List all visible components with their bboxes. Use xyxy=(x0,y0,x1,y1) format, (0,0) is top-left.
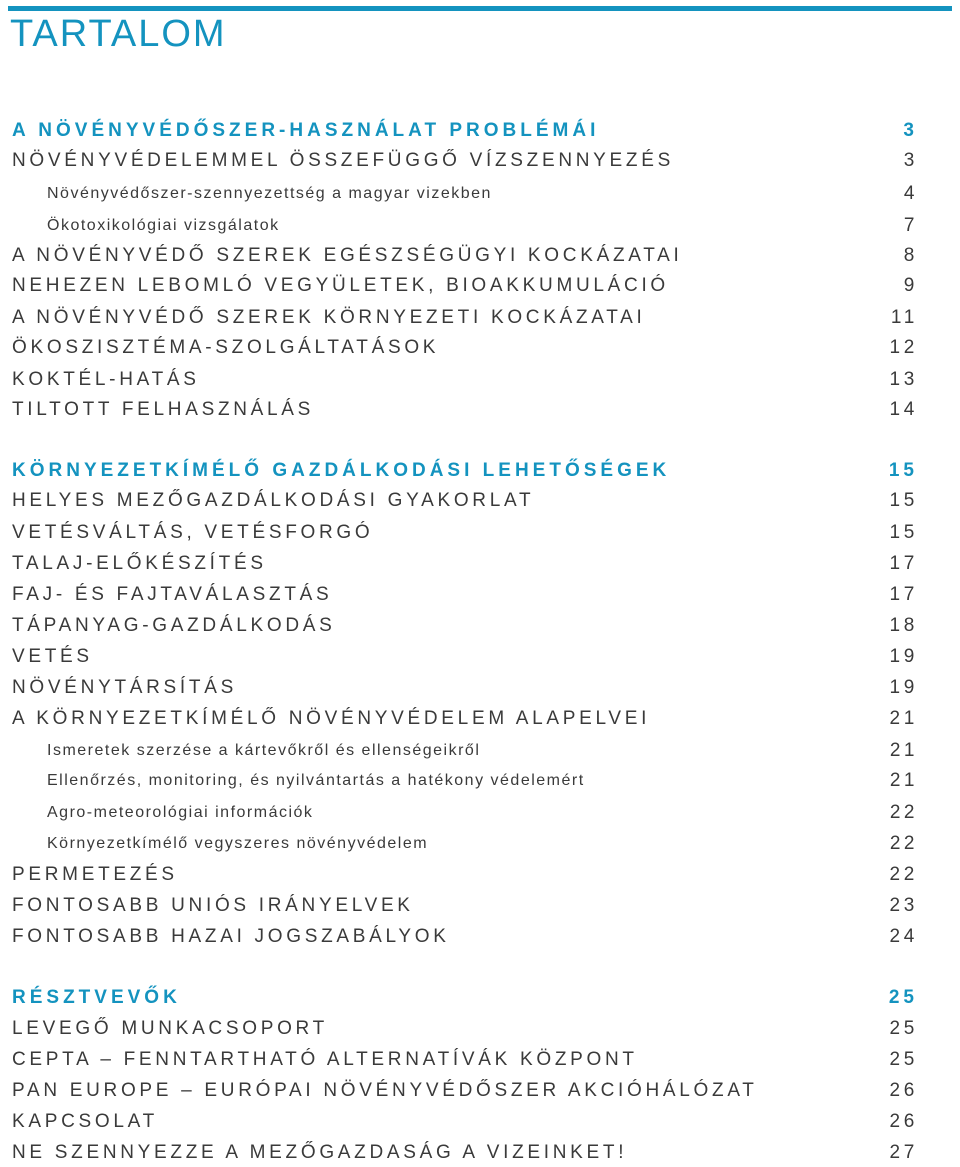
toc-entry[interactable] xyxy=(12,581,918,609)
toc-entry[interactable] xyxy=(12,861,918,889)
toc-entry-label: NEHEZEN LEBOMLÓ VEGYÜLETEK, BIOAKKUMULÁCIÓ xyxy=(12,275,669,296)
toc-entry-label: Ismeretek szerzése a kártevőkről és ellenségeikről xyxy=(47,742,481,759)
toc-entry-page-number: 23 xyxy=(889,895,918,916)
toc-entry-page-number: 15 xyxy=(888,460,918,481)
toc-entry[interactable] xyxy=(12,366,918,394)
toc-entry[interactable] xyxy=(12,705,918,733)
toc-entry[interactable] xyxy=(12,1015,918,1043)
toc-entry[interactable] xyxy=(12,737,918,765)
toc-entry-label: RÉSZTVEVŐK xyxy=(12,987,181,1008)
toc-entry-label: A KÖRNYEZETKÍMÉLŐ NÖVÉNYVÉDELEM ALAPELVEI xyxy=(12,708,651,729)
toc-entry-label: ÖKOSZISZTÉMA-SZOLGÁLTATÁSOK xyxy=(12,337,440,358)
toc-entry[interactable] xyxy=(12,180,918,208)
toc-entry-page-number: 3 xyxy=(903,150,918,171)
toc-entry-page-number: 11 xyxy=(890,307,918,328)
toc-entry-label: KÖRNYEZETKÍMÉLŐ GAZDÁLKODÁSI LEHETŐSÉGEK xyxy=(12,460,671,481)
toc-entry[interactable] xyxy=(12,1046,918,1074)
toc-entry-label: TALAJ-ELŐKÉSZÍTÉS xyxy=(12,553,267,574)
toc-entry-page-number: 17 xyxy=(889,553,918,574)
toc-entry-page-number: 22 xyxy=(889,802,918,823)
toc-entry-page-number: 22 xyxy=(889,833,918,854)
toc-entry-label: A NÖVÉNYVÉDŐSZER-HASZNÁLAT PROBLÉMÁI xyxy=(12,120,600,141)
toc-entry[interactable] xyxy=(12,550,918,578)
toc-entry-page-number: 15 xyxy=(889,490,918,511)
toc-entry-page-number: 9 xyxy=(903,275,918,296)
toc-entry-label: PERMETEZÉS xyxy=(12,864,178,885)
toc-entry[interactable] xyxy=(12,984,918,1012)
toc-entry-label: KAPCSOLAT xyxy=(12,1111,158,1132)
toc-entry[interactable] xyxy=(12,396,918,424)
toc-entry-page-number: 12 xyxy=(889,337,918,358)
toc-entry-label: A NÖVÉNYVÉDŐ SZEREK KÖRNYEZETI KOCKÁZATAI xyxy=(12,307,646,328)
toc-entry[interactable] xyxy=(12,242,918,270)
toc-entry-page-number: 21 xyxy=(889,708,918,729)
toc-entry-label: TÁPANYAG-GAZDÁLKODÁS xyxy=(12,615,336,636)
toc-entry-label: LEVEGŐ MUNKACSOPORT xyxy=(12,1018,328,1039)
toc-entry-label: NÖVÉNYTÁRSÍTÁS xyxy=(12,677,237,698)
toc-entry[interactable] xyxy=(12,147,918,175)
toc-entry-page-number: 26 xyxy=(889,1080,918,1101)
toc-entry-label: KOKTÉL-HATÁS xyxy=(12,369,200,390)
toc-entry-page-number: 21 xyxy=(889,770,918,791)
toc-entry-label: NÖVÉNYVÉDELEMMEL ÖSSZEFÜGGŐ VÍZSZENNYEZÉS xyxy=(12,150,674,171)
toc-entry-label: CEPTA – FENNTARTHATÓ ALTERNATÍVÁK KÖZPONT xyxy=(12,1049,638,1070)
toc-entry-label: PAN EUROPE – EURÓPAI NÖVÉNYVÉDŐSZER AKCIÓHÁLÓZAT xyxy=(12,1080,758,1101)
toc-entry-label: Növényvédőszer-szennyezettség a magyar vizekben xyxy=(47,185,492,202)
toc-entry-page-number: 17 xyxy=(889,584,918,605)
toc-entry-page-number: 25 xyxy=(888,987,918,1008)
toc-entry-label: Agro-meteorológiai információk xyxy=(47,804,314,821)
toc-entry-page-number: 21 xyxy=(889,740,918,761)
toc-entry[interactable] xyxy=(12,304,918,332)
toc-entry[interactable] xyxy=(12,674,918,702)
toc-entry[interactable] xyxy=(12,830,918,858)
toc-entry[interactable] xyxy=(12,1139,918,1167)
toc-entry-page-number: 15 xyxy=(889,522,918,543)
toc-entry-label: A NÖVÉNYVÉDŐ SZEREK EGÉSZSÉGÜGYI KOCKÁZATAI xyxy=(12,245,683,266)
toc-entry-label: Ökotoxikológiai vizsgálatok xyxy=(47,217,280,234)
toc-entry[interactable] xyxy=(12,212,918,240)
toc-entry[interactable] xyxy=(12,643,918,671)
toc-entry-page-number: 8 xyxy=(903,245,918,266)
toc-entry[interactable] xyxy=(12,923,918,951)
toc-entry-page-number: 18 xyxy=(889,615,918,636)
toc-entry-page-number: 26 xyxy=(889,1111,918,1132)
toc-entry[interactable] xyxy=(12,1108,918,1136)
toc-entry-page-number: 4 xyxy=(903,183,918,204)
toc-entry[interactable] xyxy=(12,334,918,362)
toc-entry[interactable] xyxy=(12,457,918,485)
toc-entry-label: NE SZENNYEZZE A MEZŐGAZDASÁG A VIZEINKET! xyxy=(12,1142,628,1163)
toc-entry-label: Ellenőrzés, monitoring, és nyilvántartás a hatékony védelemért xyxy=(47,772,585,789)
toc-entry-page-number: 13 xyxy=(889,369,918,390)
page-title: TARTALOM xyxy=(10,13,227,55)
toc-entry-page-number: 25 xyxy=(889,1018,918,1039)
toc-entry-page-number: 22 xyxy=(889,864,918,885)
toc-entry-page-number: 14 xyxy=(889,399,918,420)
toc-entry-label: FONTOSABB HAZAI JOGSZABÁLYOK xyxy=(12,926,450,947)
toc-entry-page-number: 25 xyxy=(889,1049,918,1070)
toc-entry[interactable] xyxy=(12,487,918,515)
toc-entry-label: VETÉSVÁLTÁS, VETÉSFORGÓ xyxy=(12,522,374,543)
toc-entry-label: HELYES MEZŐGAZDÁLKODÁSI GYAKORLAT xyxy=(12,490,535,511)
toc-entry-page-number: 27 xyxy=(889,1142,918,1163)
toc-entry[interactable] xyxy=(12,892,918,920)
toc-entry-label: FAJ- ÉS FAJTAVÁLASZTÁS xyxy=(12,584,333,605)
toc-entry[interactable] xyxy=(12,767,918,795)
toc-entry-page-number: 19 xyxy=(889,677,918,698)
toc-entry-page-number: 7 xyxy=(903,215,918,236)
toc-entry[interactable] xyxy=(12,117,918,145)
toc-entry[interactable] xyxy=(12,272,918,300)
toc-entry-label: FONTOSABB UNIÓS IRÁNYELVEK xyxy=(12,895,414,916)
toc-entry[interactable] xyxy=(12,1077,918,1105)
toc-entry-label: Környezetkímélő vegyszeres növényvédelem xyxy=(47,835,429,852)
toc-entry[interactable] xyxy=(12,799,918,827)
toc-entry-page-number: 19 xyxy=(889,646,918,667)
toc-entry-label: VETÉS xyxy=(12,646,93,667)
toc-entry-page-number: 24 xyxy=(889,926,918,947)
toc-entry-label: TILTOTT FELHASZNÁLÁS xyxy=(12,399,315,420)
toc-entry[interactable] xyxy=(12,612,918,640)
toc-entry[interactable] xyxy=(12,519,918,547)
toc-entry-page-number: 3 xyxy=(903,120,918,141)
